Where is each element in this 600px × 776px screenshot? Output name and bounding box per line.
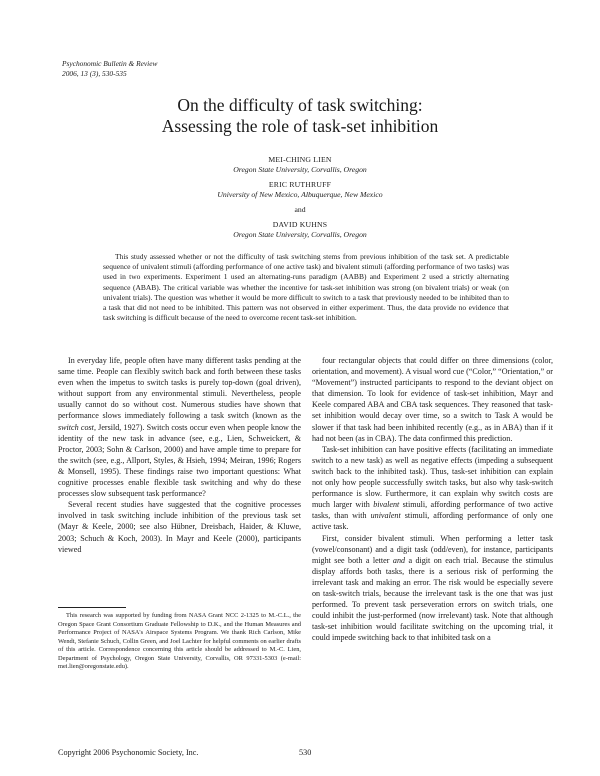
and-separator: and: [294, 205, 306, 214]
body-paragraph: In everyday life, people often have many different tasks pending at the same time. People can flexibly switch back and forth between these tasks even when the impetus to switch tasks is purely top-down (goal driven), without support from any environmental stimuli. Nevertheless, people usually cannot do so without cost. Numerous studies have shown that performance slows immediately following a task switch (known as the switch cost, Jersild, 1927). Switch costs occur even when people know the identity of the new task in advance (see, e.g., Lien, Schweickert, & Proctor, 2003; Sohn & Carlson, 2000) and have ample time to prepare for the switch (see, e.g., Allport, Styles, & Hsieh, 1994; Meiran, 1996; Rogers & Monsell, 1995). These findings raise two important questions: What cognitive processes enable flexible task switching and why do these processes slow subsequent task performance?: [58, 356, 301, 499]
journal-name: Psychonomic Bulletin & Review: [62, 59, 158, 68]
body-paragraph: Several recent studies have suggested that the cognitive processes involved in task switching include inhibition of the previous task set (Mayr & Keele, 2000; see also Hübner, Dreisbach, Haider, & Kluwe, 2003; Schuch & Koch, 2003). In Mayr and Keele (2000), participants viewed: [58, 500, 301, 554]
author-note-footnote: This research was supported by funding from NASA Grant NCC 2-1325 to M.-C.L., the Oregon Space Grant Consortium Graduate Fellowship to D.K., and the Human Measures and Performance Project of NASA's Airspace Systems Program. We thank Rich Carlson, Mike Wendt, Stefanie Schuch, Collin Green, and Joel Lachter for helpful comments on earlier drafts of this article. Correspondence concerning this article should be addressed to M.-C. Lien, Department of Psychology, Oregon State University, Corvallis, OR 97331-5303 (e-mail: mei.lien@oregonstate.edu).: [58, 612, 301, 670]
title-line-1: On the difficulty of task switching:: [177, 95, 423, 115]
body-paragraph: four rectangular objects that could differ on three dimensions (color, orientation, and movement). A visual word cue (“Color,” “Orientation,” or “Movement”) instructed participants to respond to the deviant object on that dimension. To look for evidence of task-set inhibition, Mayr and Keele compared ABA and CBA task sequences. They reasoned that task-set inhibition would decay over time, so a switch to Task A would be slower if that task had been inhibited recently (e.g., as in ABA) than if it had not been (as in CBA). The data confirmed this prediction.: [312, 356, 553, 443]
body-paragraph: First, consider bivalent stimuli. When performing a letter task (vowel/consonant) and a digit task (odd/even), for instance, participants might see both a letter and a digit on each trial. Because the stimulus display affords both tasks, there is a serious risk of performing the irrelevant task and making an error. The risk would be especially severe on task-switch trials, because the irrelevant task is the one that was just performed. To prevent task perseveration errors on switch trials, one could inhibit the just-performed (now irrelevant) task. Note that although task-set inhibition would facilitate switching on the upcoming trial, it could impede switching back to that inhibited task on a: [312, 533, 554, 643]
article-title: [0, 95, 600, 137]
title-line-2: Assessing the role of task-set inhibition: [161, 116, 439, 136]
author-affiliation: University of New Mexico, Albuquerque, New Mexico: [217, 190, 383, 199]
journal-citation: [62, 59, 157, 79]
author-block: [0, 155, 600, 240]
author-affiliation: Oregon State University, Corvallis, Oregon: [233, 165, 367, 174]
abstract: This study assessed whether or not the difficulty of task switching stems from previous inhibition of the task set. A predictable sequence of univalent stimuli (affording performance of one active task) and bivalent stimuli (affording performance of two tasks) was used in two experiments. Experiment 1 used an alternating-runs paradigm (AABB) and Experiment 2 used a strictly alternating sequence (ABAB). The critical variable was whether the incentive for task-set inhibition was strong (on bivalent trials) or weak (on univalent trials). The question was whether it would be more difficult to switch to a task that previously needed to be inhibited than to a task that did not need to be inhibited. This pattern was not observed in either experiment. Thus, the data provide no evidence that task switching is difficult because of the need to overcome recent task-set inhibition.: [103, 252, 509, 323]
page-number: 530: [299, 748, 312, 757]
body-column-left: [58, 355, 301, 555]
author-affiliation: Oregon State University, Corvallis, Oregon: [233, 230, 367, 239]
author-name: MEI-CHING LIEN: [268, 155, 332, 164]
author-name: ERIC RUTHRUFF: [268, 180, 332, 189]
body-column-right: [312, 355, 553, 643]
copyright-notice: Copyright 2006 Psychonomic Society, Inc.: [58, 748, 199, 757]
footnote-divider: [58, 607, 126, 608]
body-paragraph: Task-set inhibition can have positive effects (facilitating an immediate switch to a new task) as well as negative effects (impeding a subsequent switch back to the inhibited task). Thus, task-set inhibition can explain not only how people successfully switch tasks, but also why task-switch performance is slow. Furthermore, it can explain why switch costs are much larger with bivalent stimuli, affording performance of two active tasks, than with univalent stimuli, affording performance of only one active task.: [312, 444, 554, 532]
author-name: DAVID KUHNS: [272, 220, 328, 229]
journal-volume: 2006, 13 (3), 530-535: [62, 69, 127, 78]
